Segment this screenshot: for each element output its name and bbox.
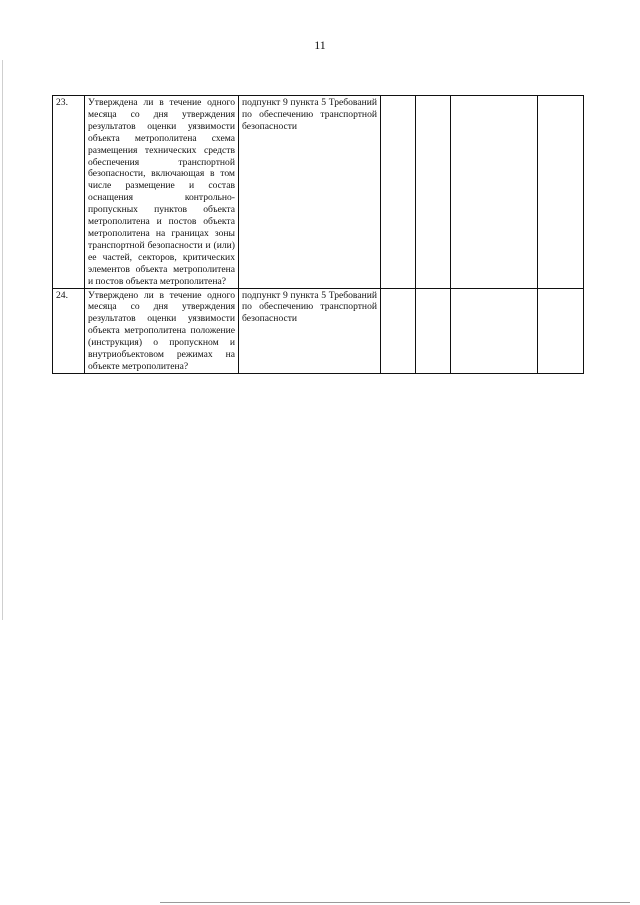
table-row (53, 288, 584, 373)
answer-cell-not-applicable (451, 288, 538, 373)
answer-cell-no (416, 96, 451, 289)
answer-cell-yes (381, 288, 416, 373)
table-row (53, 96, 584, 289)
question-text: Утверждено ли в течение одного месяца со дня утверждения результатов оценки уязвимости объекта метрополитена положение (инструкция) о пропускном и внутриобъектовом режимах на объекте метрополитена? (85, 288, 239, 373)
question-text: Утверждена ли в течение одного месяца со дня утверждения результатов оценки уязвимости объекта метрополитена схема размещения технических средств обеспечения транспортной безопасности, включающая в том числе размещение и состав оснащения контрольно-пропускных пунктов объекта метрополитена и постов объекта метрополитена на границах зоны транспортной безопасности и (или) ее частей, секторов, критических элементов объекта метрополитена и постов объекта метрополитена? (85, 96, 239, 289)
checklist-table (52, 95, 584, 374)
page-number: 11 (314, 38, 326, 52)
answer-cell-no (416, 288, 451, 373)
notes-cell (538, 288, 584, 373)
requirement-reference: подпункт 9 пункта 5 Требований по обеспечению транспортной безопасности (239, 96, 381, 289)
answer-cell-yes (381, 96, 416, 289)
scan-edge (160, 902, 630, 903)
row-number: 23. (53, 96, 85, 289)
row-number: 24. (53, 288, 85, 373)
answer-cell-not-applicable (451, 96, 538, 289)
scan-edge (2, 60, 3, 620)
requirement-reference: подпункт 9 пункта 5 Требований по обеспечению транспортной безопасности (239, 288, 381, 373)
notes-cell (538, 96, 584, 289)
